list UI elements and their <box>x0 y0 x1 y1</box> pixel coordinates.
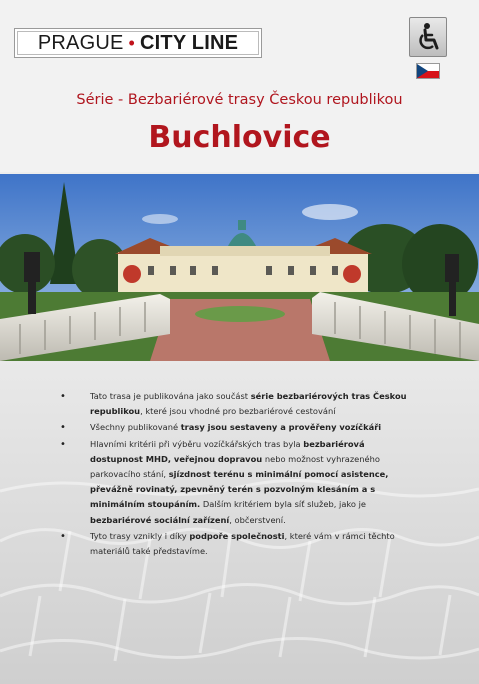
bold-text: bezbariérové sociální zařízení <box>90 514 230 525</box>
text-run: Dalším kritériem byla síť služeb, jako je <box>200 499 367 510</box>
page-title: Buchlovice <box>148 120 331 155</box>
logo-dot: • <box>128 32 136 53</box>
text-run: Všechny publikované <box>90 422 181 433</box>
czech-flag-icon[interactable] <box>416 63 440 79</box>
wheelchair-icon <box>409 17 447 57</box>
logo-right-text: CITY LINE <box>140 31 239 54</box>
text-run: Hlavními kritérii při výběru vozíčkářských tras byla <box>90 438 304 449</box>
chateau-photo <box>0 174 479 361</box>
text-run: , které jsou vhodné pro bezbariérové cestování <box>140 406 336 417</box>
series-subtitle: Série - Bezbariérové trasy Českou republikou <box>76 92 403 108</box>
text-run: , které vám v rámci těchto materiálů také představíme. <box>90 530 395 557</box>
text-run: , občerstvení. <box>229 514 286 525</box>
bold-text: sjízdnost terénu s minimální pomocí asistence, převážně rovinatý, zpevněný terén s pozvolným klesáním a s minimálním stoupáním. <box>90 469 389 510</box>
text-run: Tyto trasy vznikly i díky <box>90 530 190 541</box>
bold-text: série bezbariérových tras Českou republikou <box>90 391 407 417</box>
bullet-list <box>58 389 418 560</box>
list-item <box>58 529 418 559</box>
text-run: Tato trasa je publikována jako součást <box>90 391 251 401</box>
bold-text: podpoře společnosti <box>189 530 285 541</box>
list-item <box>58 420 418 435</box>
list-item <box>58 389 418 419</box>
text-run: nebo možnost vyhrazeného parkovacího stání, <box>90 453 380 480</box>
logo-left-text: PRAGUE <box>37 31 124 54</box>
bold-text: trasy jsou sestaveny a prověřeny vozíčkáři <box>180 422 382 433</box>
bold-text: bezbariérová dostupnost MHD, veřejnou dopravou <box>90 438 365 464</box>
list-item <box>58 437 418 528</box>
prague-city-line-logo <box>14 28 262 58</box>
